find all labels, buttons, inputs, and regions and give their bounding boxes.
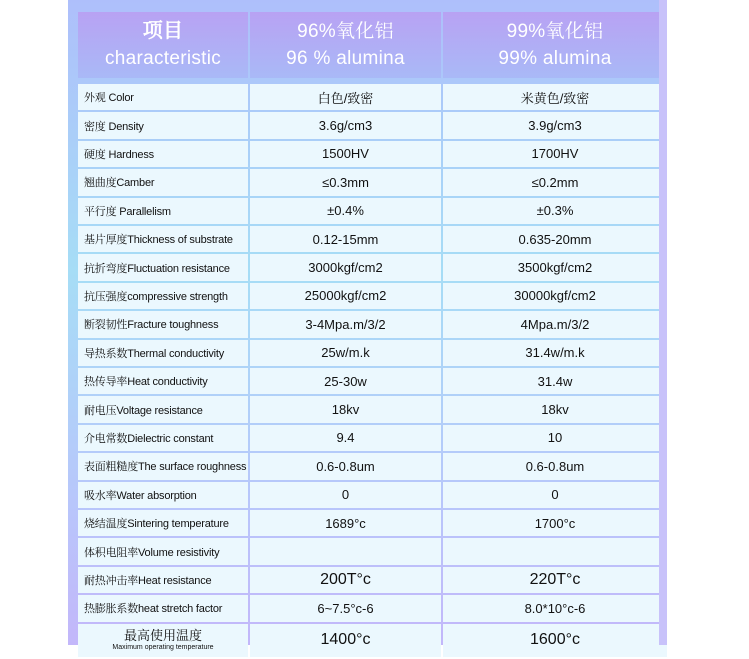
table-row: [68, 425, 667, 453]
table-row: [68, 340, 667, 368]
value-99: [443, 538, 667, 564]
table-row: [68, 368, 667, 396]
value-96: 白色/致密: [250, 84, 441, 110]
value-96: 3-4Mpa.m/3/2: [250, 311, 441, 337]
row-label-text: 抗压强度compressive strength: [84, 290, 228, 303]
table-row: [68, 84, 667, 112]
table-row: [68, 538, 667, 566]
value-99: 18kv: [443, 396, 667, 422]
value-99: 0: [443, 482, 667, 508]
value-96: 0.12-15mm: [250, 226, 441, 252]
row-label-text: 密度 Density: [84, 120, 144, 133]
row-label: [78, 311, 248, 337]
row-label: [78, 141, 248, 167]
row-label: [78, 254, 248, 280]
value-96: ≤0.3mm: [250, 169, 441, 195]
row-label-text: 表面粗糙度The surface roughness: [84, 461, 247, 474]
value-96: 25000kgf/cm2: [250, 283, 441, 309]
value-96: 1400°c: [250, 624, 441, 657]
value-99: 3500kgf/cm2: [443, 254, 667, 280]
value-96: ±0.4%: [250, 198, 441, 224]
row-label: [78, 368, 248, 394]
header-characteristic: [78, 12, 248, 78]
value-99: 1600°c: [443, 624, 667, 657]
row-label: [78, 482, 248, 508]
row-label-text: 烧结温度Sintering temperature: [84, 518, 229, 531]
value-99: 10: [443, 425, 667, 451]
row-label-text: 吸水率Water absorption: [84, 489, 197, 502]
row-label: [78, 396, 248, 422]
row-label-text: 介电常数Dielectric constant: [84, 432, 214, 445]
row-label-text: 外观 Color: [84, 92, 134, 105]
row-label: [78, 169, 248, 195]
table-row: [68, 198, 667, 226]
row-label: [78, 538, 248, 564]
row-label: [78, 198, 248, 224]
row-label: [78, 340, 248, 366]
value-99: 31.4w: [443, 368, 667, 394]
value-99: 1700°c: [443, 510, 667, 536]
header-col2-en: 99% alumina: [498, 48, 612, 69]
value-96: 0: [250, 482, 441, 508]
row-label: [78, 567, 248, 593]
spec-table: [68, 0, 667, 652]
row-label-text: 平行度 Parallelism: [84, 205, 171, 218]
value-99: 米黄色/致密: [443, 84, 667, 110]
value-99: 220T°c: [443, 567, 667, 593]
row-label-text: 热传导率Heat conductivity: [84, 376, 208, 389]
row-label-zh: 最高使用温度: [123, 628, 202, 644]
row-label: [78, 425, 248, 451]
value-96: 6~7.5°c-6: [250, 595, 441, 621]
header-96-alumina: [250, 12, 441, 78]
header-col2-zh: 99%氧化铝: [506, 21, 604, 42]
value-96: [250, 538, 441, 564]
value-99: 31.4w/m.k: [443, 340, 667, 366]
value-96: 25-30w: [250, 368, 441, 394]
right-border: [659, 0, 667, 645]
table-row: [68, 112, 667, 140]
table-row: [68, 226, 667, 254]
table-row: [68, 453, 667, 481]
row-label: [78, 84, 248, 110]
value-99: 30000kgf/cm2: [443, 283, 667, 309]
table-row: [68, 482, 667, 510]
row-label: [78, 510, 248, 536]
row-label: [78, 595, 248, 621]
value-96: 25w/m.k: [250, 340, 441, 366]
header-col1-zh: 96%氧化铝: [297, 21, 394, 42]
value-96: 3000kgf/cm2: [250, 254, 441, 280]
table-row: [68, 396, 667, 424]
value-99: 0.6-0.8um: [443, 453, 667, 479]
table-row: [68, 567, 667, 595]
table-row: [68, 283, 667, 311]
table-row-max-temp: [68, 624, 667, 659]
value-96: 0.6-0.8um: [250, 453, 441, 479]
row-label: [78, 283, 248, 309]
table-row: [68, 595, 667, 623]
value-96: 200T°c: [250, 567, 441, 593]
table-row: [68, 141, 667, 169]
table-row: [68, 254, 667, 282]
header-99-alumina: [443, 12, 667, 78]
row-label-text: 硬度 Hardness: [84, 148, 154, 161]
value-96: 1500HV: [250, 141, 441, 167]
row-label-text: 抗折弯度Fluctuation resistance: [84, 262, 230, 275]
value-99: 3.9g/cm3: [443, 112, 667, 138]
value-99: 1700HV: [443, 141, 667, 167]
table-row: [68, 169, 667, 197]
row-label-text: 耐电压Voltage resistance: [84, 404, 203, 417]
value-99: 0.635-20mm: [443, 226, 667, 252]
row-label: [78, 624, 248, 657]
header-col0-zh: 项目: [142, 20, 184, 42]
row-label: [78, 112, 248, 138]
row-label-text: 耐热冲击率Heat resistance: [84, 574, 212, 587]
table-row: [68, 510, 667, 538]
row-label-en: Maximum operating temperature: [112, 644, 214, 652]
value-99: ±0.3%: [443, 198, 667, 224]
row-label-text: 翘曲度Camber: [84, 177, 155, 190]
header-col1-en: 96 % alumina: [286, 48, 405, 69]
value-96: 3.6g/cm3: [250, 112, 441, 138]
value-99: 8.0*10°c-6: [443, 595, 667, 621]
row-label: [78, 226, 248, 252]
value-96: 9.4: [250, 425, 441, 451]
value-99: ≤0.2mm: [443, 169, 667, 195]
value-96: 18kv: [250, 396, 441, 422]
table-header: [68, 0, 667, 84]
row-label-text: 导热系数Thermal conductivity: [84, 347, 225, 360]
table-row: [68, 311, 667, 339]
row-label-text: 体积电阻率Volume resistivity: [84, 546, 220, 559]
row-label-text: 断裂韧性Fracture toughness: [84, 319, 219, 332]
row-label-text: 热膨胀系数heat stretch factor: [84, 603, 223, 616]
row-label-text: 基片厚度Thickness of substrate: [84, 234, 233, 247]
row-label: [78, 453, 248, 479]
value-96: 1689°c: [250, 510, 441, 536]
value-99: 4Mpa.m/3/2: [443, 311, 667, 337]
header-col0-en: characteristic: [104, 48, 222, 69]
